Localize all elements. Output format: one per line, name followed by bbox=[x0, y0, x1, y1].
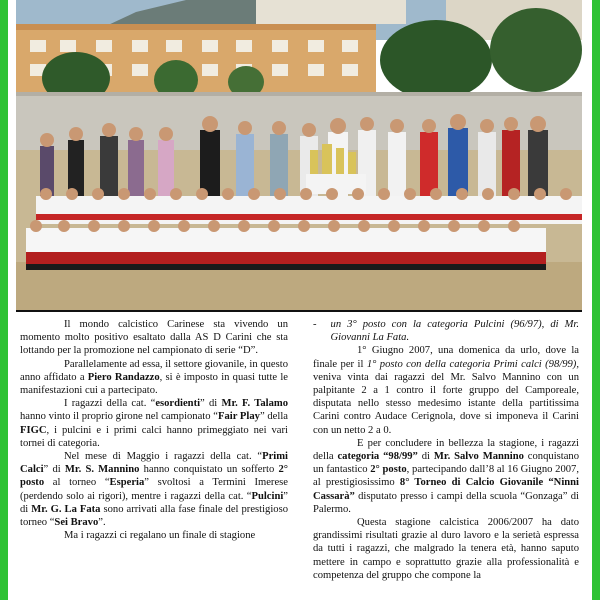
article-column-right bbox=[313, 318, 579, 582]
left-green-border bbox=[0, 0, 8, 600]
paragraph-settore-giovanile: Parallelamente ad essa, il settore giovanile, in questo anno affidato a Piero Randazzo, si è imposto in quasi tutte le manifestazioni cui a partecipato. bbox=[20, 358, 288, 397]
team-photo-illustration bbox=[16, 0, 582, 310]
paragraph-esordienti: I ragazzi della cat. “esordienti” di Mr. F. Talamo hanno vinto il proprio girone nel campionato “Fair Play” della FIGC, i pulcini e i primi calci hanno primeggiato nei vari tornei di categoria. bbox=[20, 398, 288, 449]
team-group-photo bbox=[16, 0, 582, 312]
paragraph-finale-stagione: Ma i ragazzi ci regalano un finale di stagione bbox=[64, 530, 256, 542]
right-green-border bbox=[592, 0, 600, 600]
paragraph-maggio: Nel mese di Maggio i ragazzi della cat. “Primi Calci” di Mr. S. Mannino hanno conquistato un sofferto 2° posto al torneo “Esperia” svoltosi a Termini Imerese (perdendo solo ai rigori), mentre i ragazzi della cat. “Pulcini” di Mr. G. La Fata sono arrivati alla fase finale del prestigioso torneo “Sei Bravo”. bbox=[20, 451, 288, 529]
paragraph-intro: Il mondo calcistico Carinese sta vivendo un momento molto positivo esaltato dalla AS D Carini che sta lottando per la promozione nel campionato di serie “D”. bbox=[20, 319, 288, 357]
paragraph-giugno: 1° Giugno 2007, una domenica da urlo, dove la finale per il 1° posto con della categoria Primi calci (98/99), veniva vinta dai ragazzi del Mr. Salvo Mannino con un palpitante 2 a 1 contro il forte gruppo del Camporeale, disputata nello stesso medesimo istante della partitissima Carini contro Audace Cerignola, dove si imponeva il Carini con un netto 2 a 0. bbox=[313, 345, 579, 436]
paragraph-stagione-2006-2007: Questa stagione calcistica 2006/2007 ha dato grandissimi risultati grazie al duro lavoro e la serietà espressa da tutti i ragazzi, che malgrado la tenera età, hanno saputo mettere in campo e soprattutto grazie alla professionalità e competenza del gruppo che compone la bbox=[313, 517, 579, 581]
article-column-left bbox=[20, 318, 288, 542]
list-item-pulcini: - un 3° posto con la categoria Pulcini (96/97), di Mr. Giovanni La Fata. bbox=[313, 319, 579, 344]
list-dash: - bbox=[313, 319, 317, 330]
paragraph-torneo: E per concludere in bellezza la stagione, i ragazzi della categoria “98/99” di Mr. Salvo Mannino conquistano un fantastico 2° posto, partecipando dall’8 al 16 Giugno 2007, al prestigiosissimo 8° Torneo di Calcio Giovanile “Ninni Cassarà” disputato presso i campi della scuola “Gonzaga” di Palermo. bbox=[313, 437, 579, 515]
name-piero-randazzo: Piero Randazzo bbox=[87, 371, 160, 383]
